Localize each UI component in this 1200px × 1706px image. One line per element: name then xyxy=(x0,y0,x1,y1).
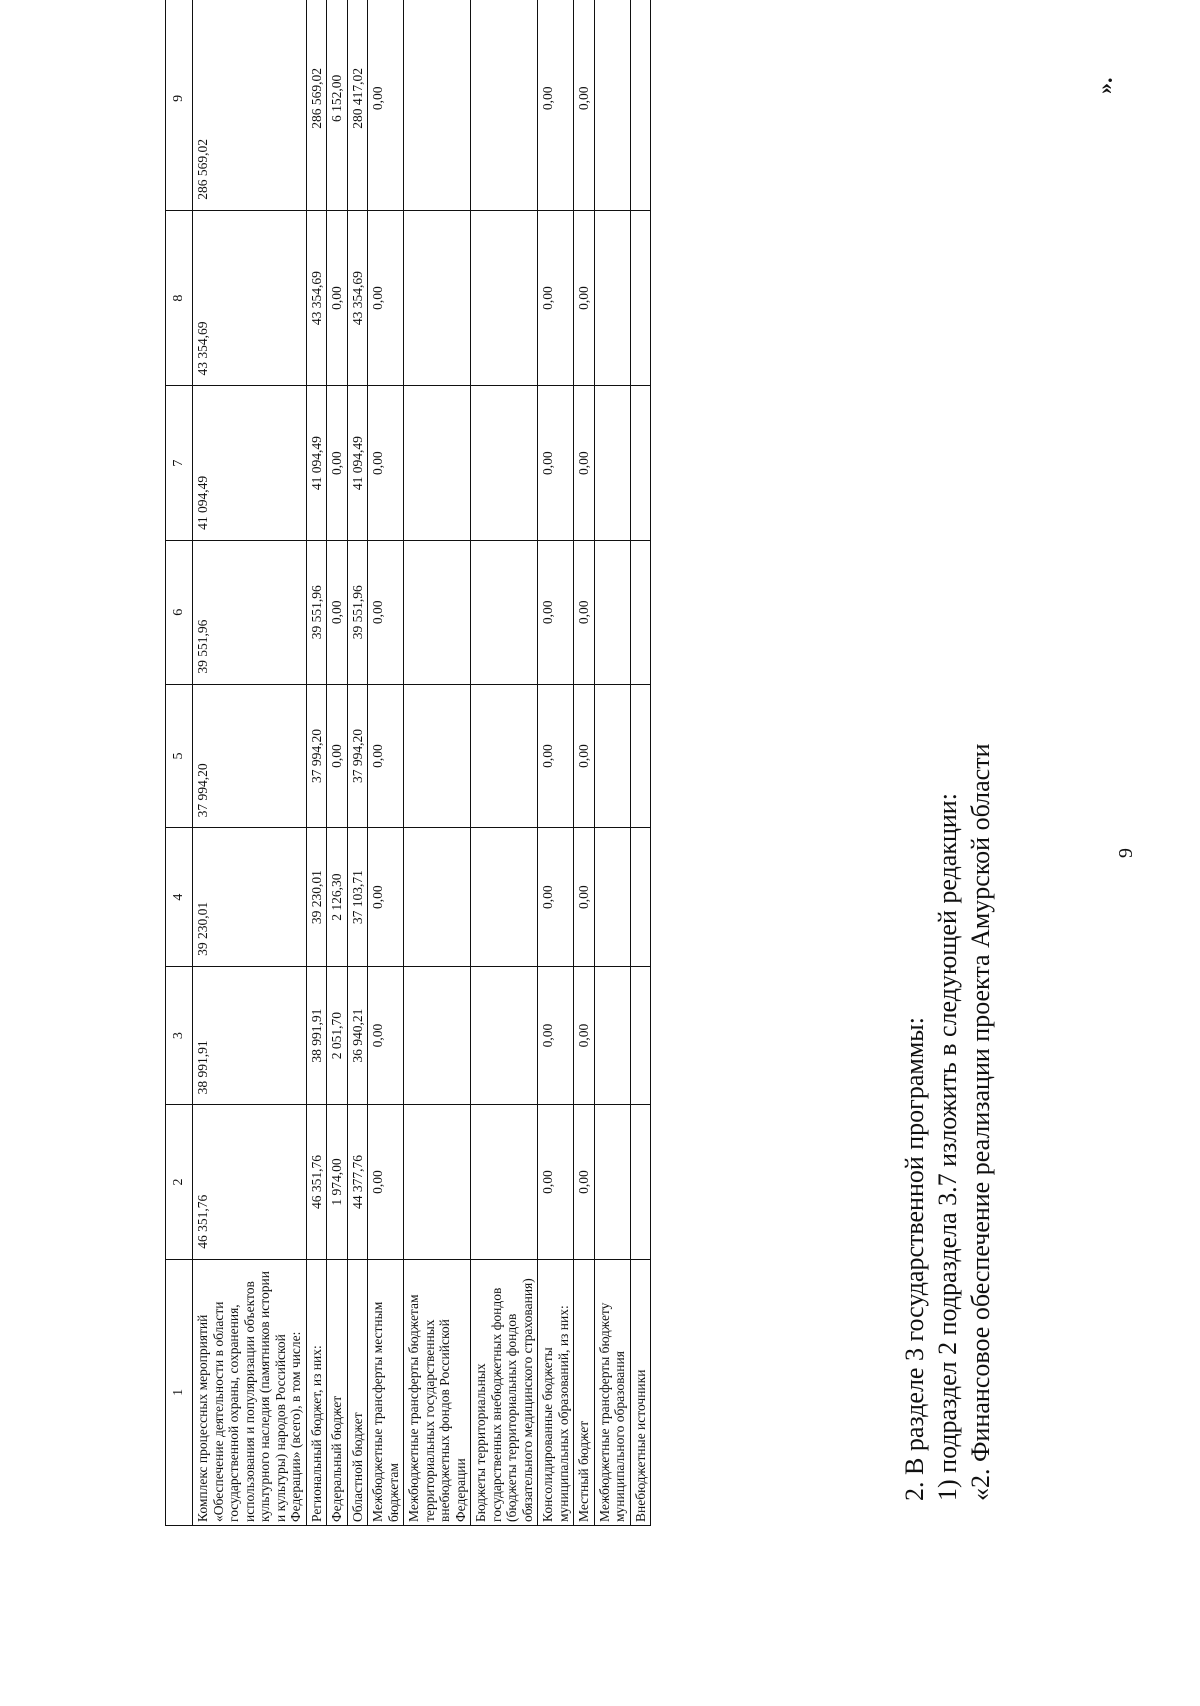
table-row xyxy=(594,0,630,1526)
table-cell: 0,00 xyxy=(538,386,574,540)
table-cell: 39 551,96 xyxy=(193,540,307,684)
table-cell: 2 126,30 xyxy=(327,828,348,966)
table-row xyxy=(404,0,471,1526)
table-cell: 37 994,20 xyxy=(193,684,307,828)
table-cell xyxy=(471,0,538,210)
table-cell xyxy=(404,966,471,1104)
table-cell xyxy=(594,966,630,1104)
table-cell: 0,00 xyxy=(574,1105,595,1259)
financing-table xyxy=(165,0,651,1526)
table-cell: 43 354,69 xyxy=(347,210,368,386)
table-cell: 43 354,69 xyxy=(193,210,307,386)
table-cell xyxy=(404,210,471,386)
table-row xyxy=(368,0,404,1526)
body-line: 2. В разделе 3 государственной программы: xyxy=(900,1017,929,1501)
column-header: 4 xyxy=(166,828,193,966)
table-cell xyxy=(594,1105,630,1259)
table-cell: 36 940,21 xyxy=(347,966,368,1104)
row-label: Межбюджетные трансферты бюджетам территориальных государственных внебюджетных фондов Российской Федерации xyxy=(404,1259,471,1525)
table-cell: 286 569,02 xyxy=(306,0,327,210)
table-cell: 0,00 xyxy=(368,966,404,1104)
table-cell: 1 974,00 xyxy=(327,1105,348,1259)
body-line: 1) подраздел 2 подраздела 3.7 изложить в следующей редакции: xyxy=(933,793,962,1501)
table-cell xyxy=(594,684,630,828)
table-cell xyxy=(594,540,630,684)
row-label: Региональный бюджет, из них: xyxy=(306,1259,327,1525)
table-cell: 39 551,96 xyxy=(347,540,368,684)
table-cell xyxy=(630,828,651,966)
table-cell: 0,00 xyxy=(574,684,595,828)
table-cell: 0,00 xyxy=(368,386,404,540)
table-cell: 39 230,01 xyxy=(193,828,307,966)
table-cell: 0,00 xyxy=(574,210,595,386)
table-header-row xyxy=(166,0,193,1526)
row-label: Комплекс процессных мероприятий «Обеспечение деятельности в области государственной охраны, сохранения, использования и популяризации объектов культурного наследия (памятников истории и культуры) народов Российской Федерации» (всего), в том числе: xyxy=(193,1259,307,1525)
table-row xyxy=(347,0,368,1526)
table-cell xyxy=(471,966,538,1104)
column-header: 9 xyxy=(166,0,193,210)
table-cell xyxy=(471,386,538,540)
column-header: 3 xyxy=(166,966,193,1104)
table-cell: 41 094,49 xyxy=(193,386,307,540)
table-cell xyxy=(594,386,630,540)
table-cell xyxy=(404,1105,471,1259)
column-header: 6 xyxy=(166,540,193,684)
table-cell: 0,00 xyxy=(574,828,595,966)
table-cell xyxy=(471,684,538,828)
table-cell xyxy=(594,828,630,966)
table-cell: 37 103,71 xyxy=(347,828,368,966)
table-cell xyxy=(630,684,651,828)
table-cell: 0,00 xyxy=(327,210,348,386)
table-cell: 0,00 xyxy=(327,684,348,828)
row-label: Бюджеты территориальных государственных внебюджетных фондов (бюджеты территориальных фондов обязательного медицинского страхования) xyxy=(471,1259,538,1525)
table-cell xyxy=(630,540,651,684)
table-cell: 2 051,70 xyxy=(327,966,348,1104)
table-cell: 0,00 xyxy=(538,1105,574,1259)
table-cell: 37 994,20 xyxy=(347,684,368,828)
table-cell: 39 230,01 xyxy=(306,828,327,966)
table-cell xyxy=(404,0,471,210)
column-header: 5 xyxy=(166,684,193,828)
table-cell xyxy=(404,540,471,684)
table-cell: 37 994,20 xyxy=(306,684,327,828)
table-cell: 0,00 xyxy=(538,828,574,966)
row-label: Областной бюджет xyxy=(347,1259,368,1525)
table-cell: 0,00 xyxy=(368,540,404,684)
table-row xyxy=(471,0,538,1526)
table-cell xyxy=(594,210,630,386)
table-cell xyxy=(404,684,471,828)
table-cell: 0,00 xyxy=(574,966,595,1104)
table-cell xyxy=(471,540,538,684)
table-cell: 0,00 xyxy=(327,540,348,684)
table-cell xyxy=(630,966,651,1104)
table-cell: 41 094,49 xyxy=(306,386,327,540)
table-cell xyxy=(630,386,651,540)
table-cell: 46 351,76 xyxy=(193,1105,307,1259)
table-cell xyxy=(630,210,651,386)
table-cell xyxy=(471,1105,538,1259)
table-row xyxy=(630,0,651,1526)
table-cell xyxy=(471,210,538,386)
column-header: 7 xyxy=(166,386,193,540)
table-cell xyxy=(404,828,471,966)
table-cell: 38 991,91 xyxy=(193,966,307,1104)
table-cell: 43 354,69 xyxy=(306,210,327,386)
table-cell: 0,00 xyxy=(538,540,574,684)
table-cell xyxy=(404,386,471,540)
table-cell: 46 351,76 xyxy=(306,1105,327,1259)
table-cell: 0,00 xyxy=(368,0,404,210)
table-cell: 0,00 xyxy=(538,684,574,828)
table-cell: 0,00 xyxy=(368,684,404,828)
row-label: Межбюджетные трансферты местным бюджетам xyxy=(368,1259,404,1525)
table-cell: 0,00 xyxy=(368,210,404,386)
page-number: 9 xyxy=(1115,848,1137,858)
table-cell: 0,00 xyxy=(538,0,574,210)
closing-quote: ». xyxy=(1092,77,1117,94)
table-cell: 0,00 xyxy=(368,1105,404,1259)
table-cell: 41 094,49 xyxy=(347,386,368,540)
table-cell xyxy=(630,0,651,210)
body-text xyxy=(898,744,997,1501)
table-cell: 0,00 xyxy=(574,386,595,540)
table-cell xyxy=(630,1105,651,1259)
table-row xyxy=(327,0,348,1526)
table-cell xyxy=(594,0,630,210)
table-cell xyxy=(471,828,538,966)
table-cell: 0,00 xyxy=(574,540,595,684)
column-header: 1 xyxy=(166,1259,193,1525)
table-cell: 286 569,02 xyxy=(193,0,307,210)
row-label: Внебюджетные источники xyxy=(630,1259,651,1525)
row-label: Консолидированные бюджеты муниципальных образований, из них: xyxy=(538,1259,574,1525)
table-row xyxy=(574,0,595,1526)
table-cell: 0,00 xyxy=(368,828,404,966)
table-cell: 38 991,91 xyxy=(306,966,327,1104)
table-cell: 280 417,02 xyxy=(347,0,368,210)
table-cell: 0,00 xyxy=(538,966,574,1104)
row-label: Местный бюджет xyxy=(574,1259,595,1525)
table-cell: 44 377,76 xyxy=(347,1105,368,1259)
table-row xyxy=(306,0,327,1526)
table-cell: 0,00 xyxy=(574,0,595,210)
body-line: «2. Финансовое обеспечение реализации проекта Амурской области xyxy=(966,743,995,1501)
table-cell: 6 152,00 xyxy=(327,0,348,210)
table-cell: 39 551,96 xyxy=(306,540,327,684)
column-header: 2 xyxy=(166,1105,193,1259)
table-row xyxy=(538,0,574,1526)
column-header: 8 xyxy=(166,210,193,386)
row-label: Федеральный бюджет xyxy=(327,1259,348,1525)
table-cell: 0,00 xyxy=(538,210,574,386)
row-label: Межбюджетные трансферты бюджету муниципального образования xyxy=(594,1259,630,1525)
table-cell: 0,00 xyxy=(327,386,348,540)
table-row xyxy=(193,0,307,1526)
